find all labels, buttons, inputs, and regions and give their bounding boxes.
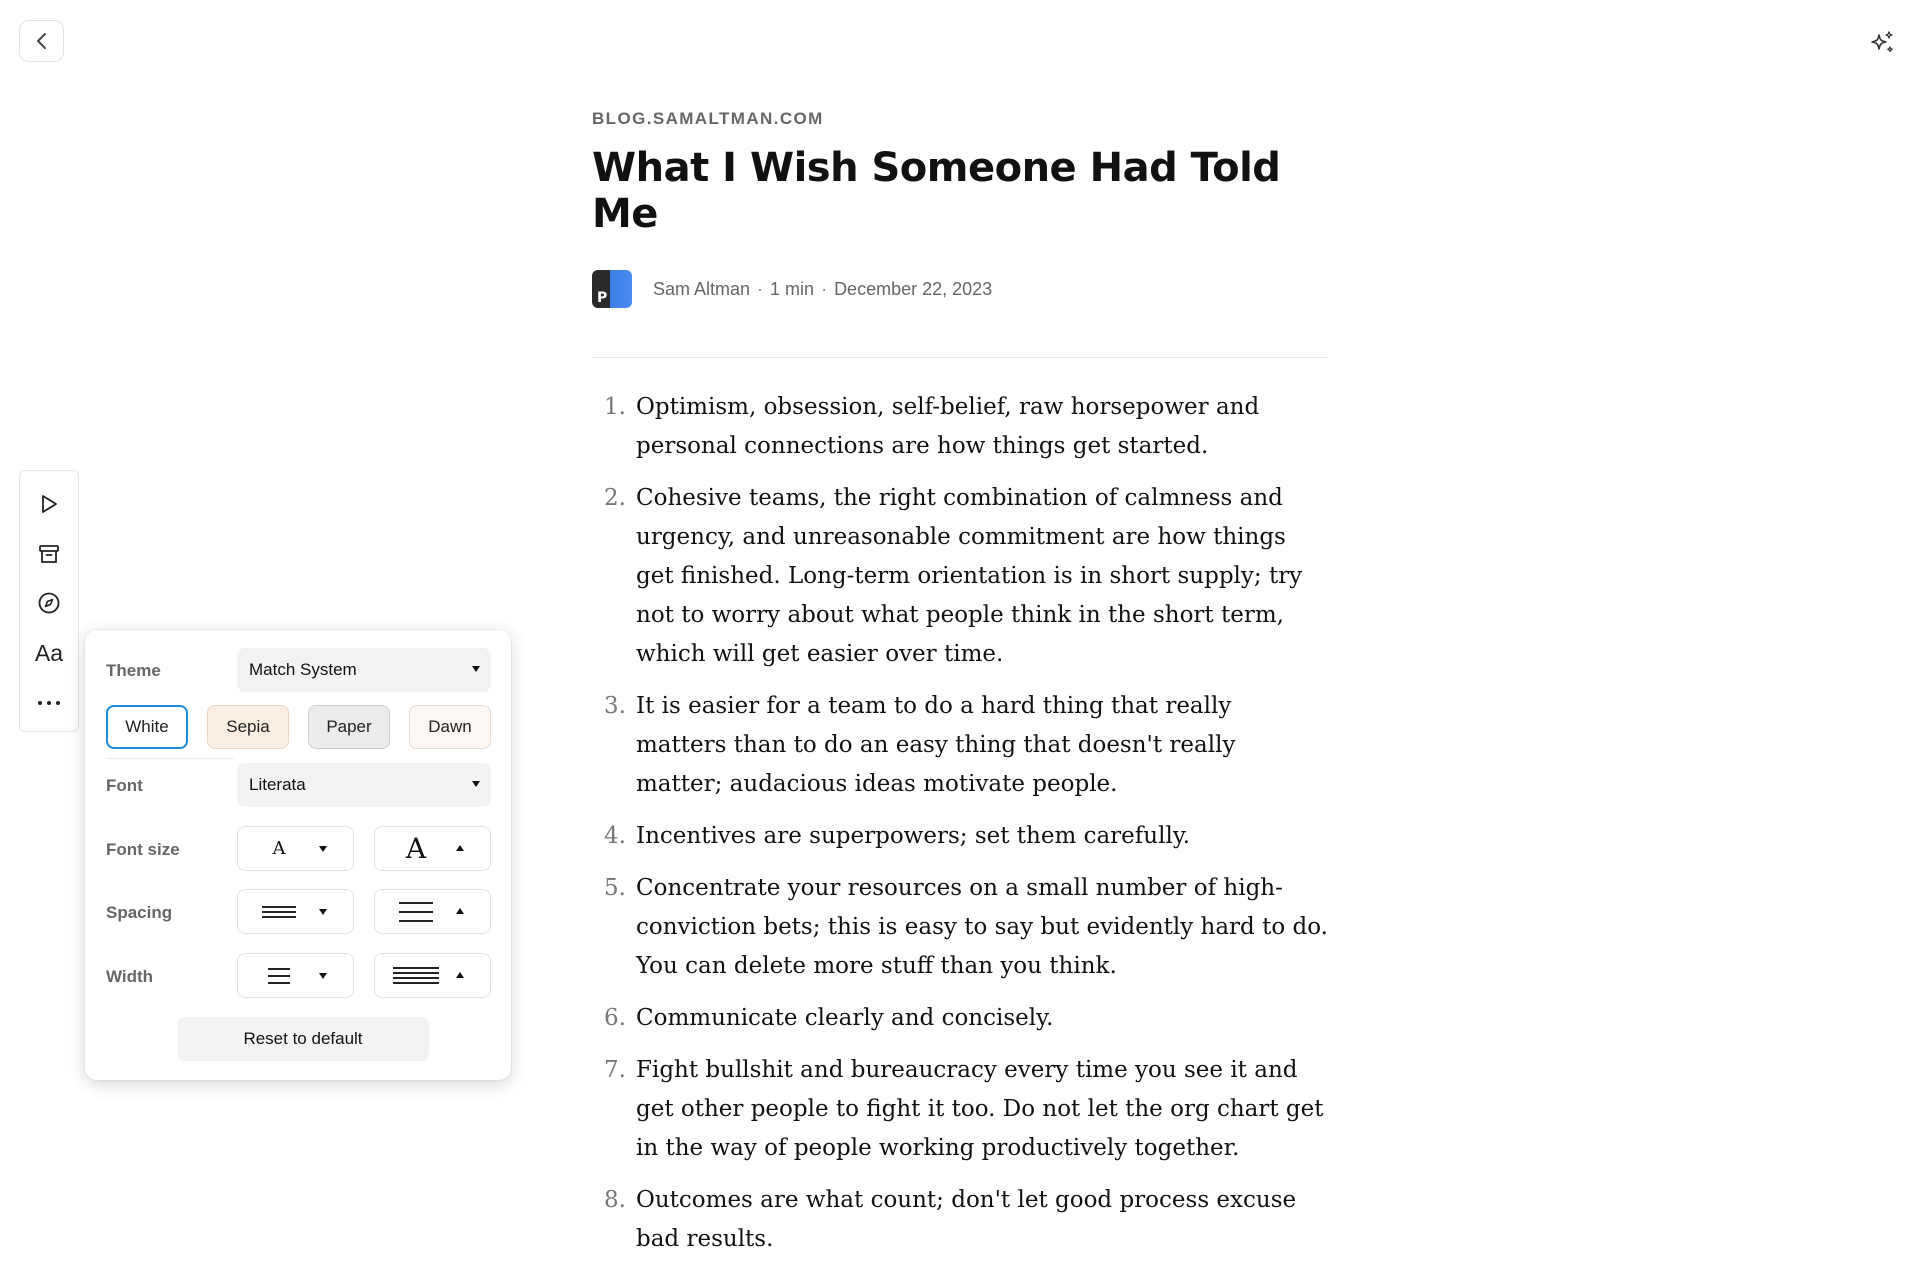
archive-button[interactable] — [27, 533, 71, 576]
read-time: 1 min — [770, 278, 815, 299]
font-select-value: Literata — [249, 775, 306, 794]
chevron-left-icon — [35, 32, 49, 50]
list-item-text: Concentrate your resources on a small number of high-conviction bets; this is easy to say but evidently hard to do. You can delete more stuff than you think. — [636, 875, 1328, 979]
theme-white-button[interactable] — [106, 705, 188, 749]
spacing-loose-glyph — [375, 890, 457, 933]
caret-up-icon — [456, 845, 464, 851]
width-decrease-button[interactable] — [237, 953, 354, 998]
article-body-list — [592, 388, 1328, 1259]
font-select[interactable] — [237, 763, 491, 807]
list-item-number: 7. — [604, 1057, 626, 1083]
list-item — [592, 1181, 1328, 1259]
reader-settings-panel — [85, 630, 511, 1080]
more-button[interactable] — [27, 681, 71, 724]
list-item — [592, 999, 1328, 1038]
theme-dawn-button[interactable] — [409, 705, 491, 749]
header-divider — [592, 357, 1328, 358]
text-settings-label: Aa — [34, 639, 64, 666]
publisher-logo — [592, 270, 632, 308]
reset-to-default-button[interactable] — [177, 1017, 429, 1061]
spacing-increase-button[interactable] — [374, 889, 491, 934]
width-wide-icon — [393, 966, 439, 986]
list-item — [592, 817, 1328, 856]
compass-icon — [37, 591, 61, 615]
article-title: What I Wish Someone Had Told Me — [592, 145, 1281, 237]
list-item-text: Outcomes are what count; don't let good process excuse bad results. — [636, 1187, 1297, 1252]
width-label: Width — [106, 967, 154, 986]
font-size-small-glyph — [238, 827, 320, 870]
explore-button[interactable] — [27, 582, 71, 625]
line-spacing-loose-icon — [399, 898, 433, 925]
list-item-number: 6. — [604, 1005, 626, 1031]
list-item — [592, 479, 1328, 674]
theme-sepia-label: Sepia — [226, 717, 270, 736]
article — [592, 100, 1328, 1272]
font-size-decrease-button[interactable] — [237, 826, 354, 871]
list-item-number: 8. — [604, 1187, 626, 1213]
theme-paper-button[interactable] — [308, 705, 390, 749]
caret-down-icon — [319, 846, 327, 852]
separator-dot: · — [757, 278, 764, 299]
archive-icon — [38, 543, 60, 565]
more-horizontal-icon — [37, 700, 61, 706]
ai-assistant-button[interactable] — [1865, 26, 1899, 60]
list-item-number: 4. — [604, 823, 626, 849]
font-size-increase-button[interactable] — [374, 826, 491, 871]
list-item-text: Communicate clearly and concisely. — [636, 1005, 1054, 1031]
theme-white-label: White — [125, 717, 169, 736]
list-item-text: Incentives are superpowers; set them carefully. — [636, 823, 1191, 849]
separator-dot: · — [821, 278, 828, 299]
caret-down-icon — [319, 909, 327, 915]
line-spacing-tight-icon — [262, 904, 296, 919]
theme-sepia-button[interactable] — [207, 705, 289, 749]
divider — [106, 758, 234, 759]
spacing-tight-glyph — [238, 890, 320, 933]
font-size-large-glyph — [375, 827, 457, 870]
play-button[interactable] — [27, 483, 71, 526]
spacing-decrease-button[interactable] — [237, 889, 354, 934]
list-item — [592, 869, 1328, 986]
site-name: BLOG.SAMALTMAN.COM — [592, 109, 824, 128]
play-icon — [38, 493, 60, 515]
sparkle-icon — [1868, 29, 1896, 57]
byline — [592, 269, 1328, 309]
font-size-large-label: A — [405, 832, 427, 865]
caret-up-icon — [456, 972, 464, 978]
theme-label: Theme — [106, 661, 161, 680]
theme-select-value: Match System — [249, 660, 357, 679]
publisher-logo-letter: P — [597, 290, 608, 306]
theme-dawn-label: Dawn — [428, 717, 472, 736]
font-size-small-label: A — [272, 838, 286, 859]
list-item-text: Optimism, obsession, self-belief, raw horsepower and personal connections are how things get started. — [636, 394, 1260, 459]
chevron-down-icon — [472, 781, 480, 787]
caret-down-icon — [319, 973, 327, 979]
width-increase-button[interactable] — [374, 953, 491, 998]
author-name: Sam Altman — [653, 278, 751, 299]
reset-label: Reset to default — [243, 1029, 363, 1048]
width-narrow-glyph — [238, 954, 320, 997]
spacing-label: Spacing — [106, 903, 173, 922]
list-item-text: It is easier for a team to do a hard thing that really matters than to do an easy thing that doesn't really matter; audacious ideas motivate people. — [636, 693, 1236, 797]
list-item-number: 2. — [604, 485, 626, 511]
width-narrow-icon — [268, 965, 290, 986]
list-item-number: 3. — [604, 693, 626, 719]
list-item-text: Cohesive teams, the right combination of calmness and urgency, and unreasonable commitment are how things get finished. Long-term orientation is in short supply; try not to worry about what people think in the short term, which will get easier over time. — [636, 485, 1303, 667]
back-button[interactable] — [19, 20, 64, 62]
publish-date: December 22, 2023 — [834, 278, 993, 299]
list-item-number: 5. — [604, 875, 626, 901]
theme-select[interactable] — [237, 648, 491, 692]
theme-paper-label: Paper — [326, 717, 372, 736]
list-item — [592, 388, 1328, 466]
list-item-text: Fight bullshit and bureaucracy every time you see it and get other people to fight it too. Do not let the org chart get in the way of people working productively together. — [636, 1057, 1324, 1161]
font-label: Font — [106, 776, 143, 795]
list-item-number: 1. — [604, 394, 626, 420]
list-item — [592, 1051, 1328, 1168]
side-toolbar — [19, 470, 79, 732]
text-settings-button[interactable] — [27, 632, 71, 675]
chevron-down-icon — [472, 666, 480, 672]
caret-up-icon — [456, 908, 464, 914]
font-size-label: Font size — [106, 840, 180, 859]
width-wide-glyph — [375, 954, 457, 997]
list-item — [592, 687, 1328, 804]
